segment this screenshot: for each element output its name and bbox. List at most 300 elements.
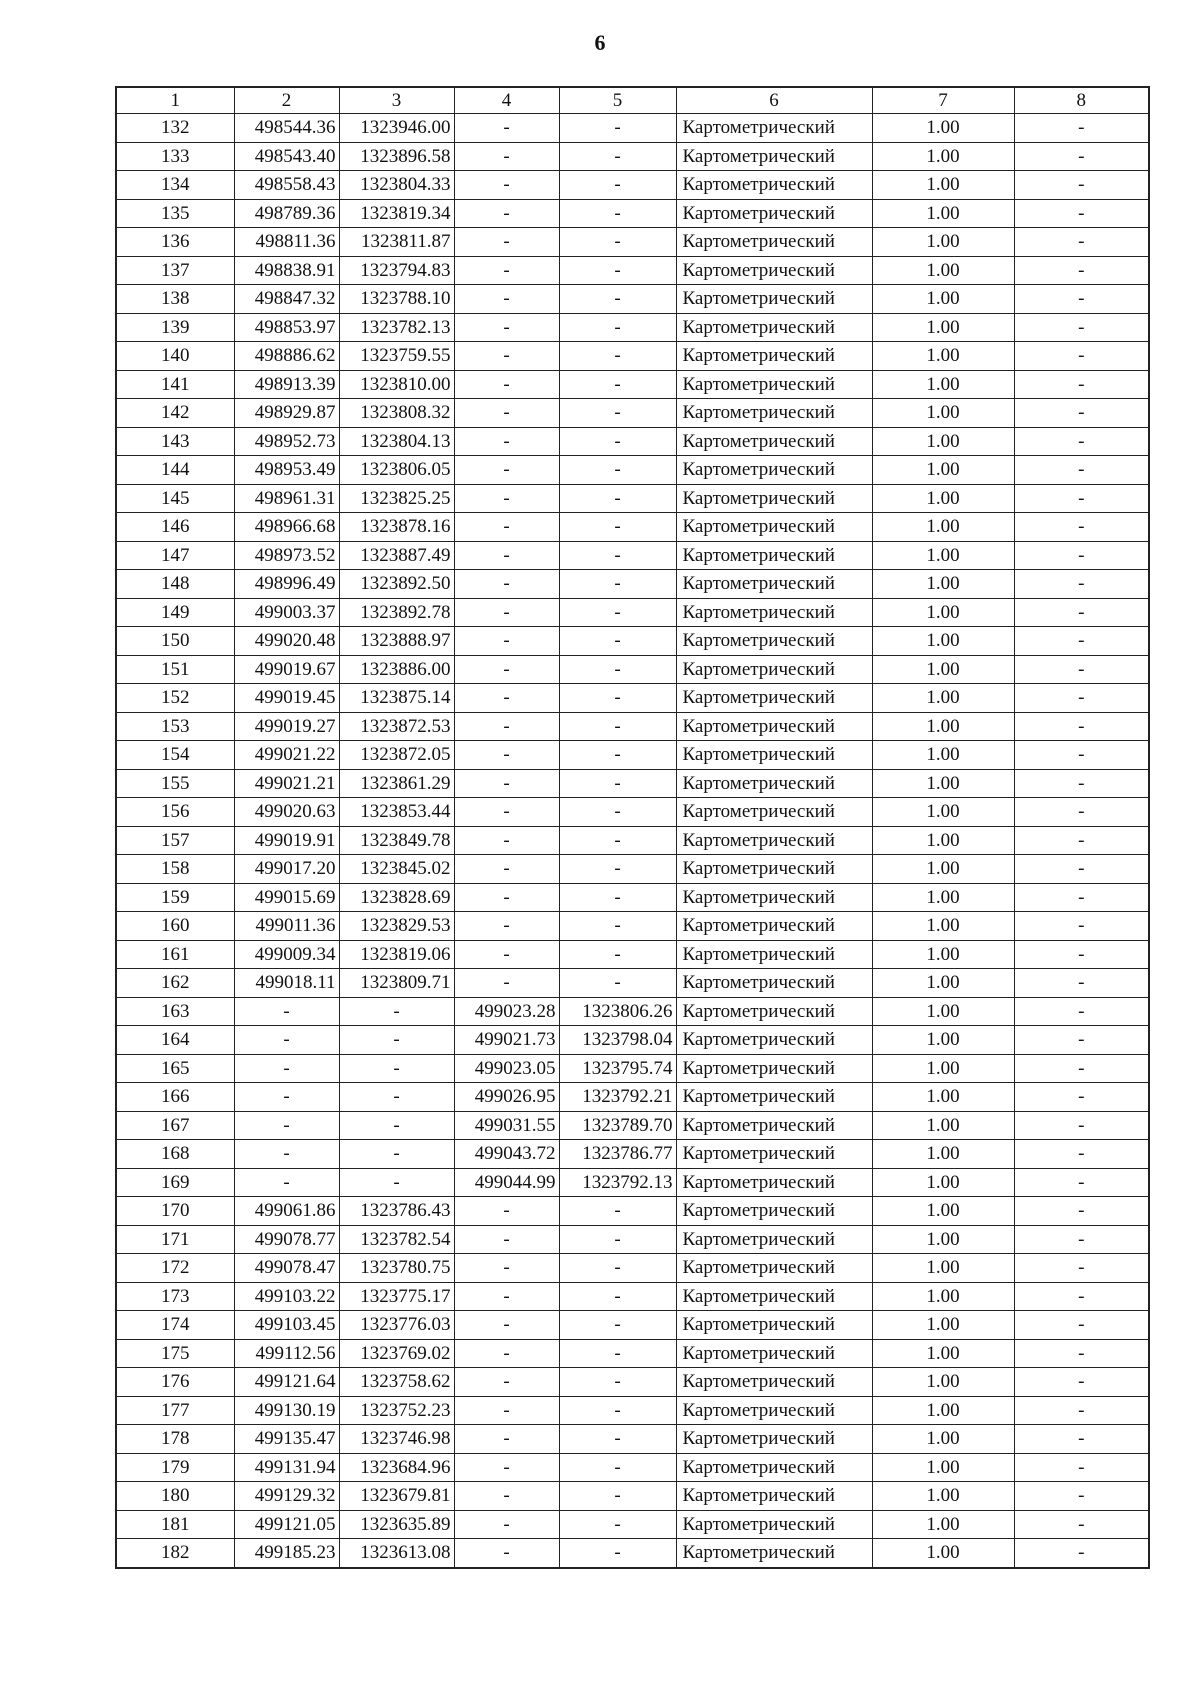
cell-note: - [1014, 1282, 1149, 1311]
cell-note: - [1014, 769, 1149, 798]
cell-y-coordinate: 1323861.29 [339, 769, 454, 798]
table-row [116, 798, 1149, 827]
cell-y-coordinate: 1323679.81 [339, 1482, 454, 1511]
cell-accuracy: 1.00 [872, 1510, 1014, 1539]
cell-accuracy: 1.00 [872, 940, 1014, 969]
cell-x-coordinate: 498811.36 [234, 228, 339, 257]
cell-x-coordinate-alt: - [454, 427, 559, 456]
cell-x-coordinate: 499185.23 [234, 1539, 339, 1568]
cell-method: Картометрический [676, 1311, 872, 1340]
cell-y-coordinate: 1323829.53 [339, 912, 454, 941]
cell-note: - [1014, 655, 1149, 684]
cell-method: Картометрический [676, 1339, 872, 1368]
table-row [116, 1311, 1149, 1340]
cell-method: Картометрический [676, 256, 872, 285]
column-header-6: 6 [676, 87, 872, 114]
cell-x-coordinate-alt: - [454, 142, 559, 171]
cell-x-coordinate-alt: - [454, 1396, 559, 1425]
cell-y-coordinate: 1323758.62 [339, 1368, 454, 1397]
cell-point-number: 140 [116, 342, 234, 371]
cell-method: Картометрический [676, 1197, 872, 1226]
cell-method: Картометрический [676, 399, 872, 428]
cell-y-coordinate: 1323888.97 [339, 627, 454, 656]
cell-note: - [1014, 456, 1149, 485]
cell-x-coordinate-alt: - [454, 1225, 559, 1254]
cell-x-coordinate-alt: 499023.28 [454, 997, 559, 1026]
cell-point-number: 149 [116, 598, 234, 627]
cell-y-coordinate: 1323808.32 [339, 399, 454, 428]
cell-x-coordinate: 498996.49 [234, 570, 339, 599]
cell-y-coordinate-alt: - [559, 1453, 676, 1482]
cell-accuracy: 1.00 [872, 142, 1014, 171]
table-row [116, 1026, 1149, 1055]
cell-x-coordinate-alt: - [454, 1453, 559, 1482]
cell-y-coordinate: 1323946.00 [339, 114, 454, 143]
table-header [116, 87, 1149, 114]
cell-point-number: 141 [116, 370, 234, 399]
cell-y-coordinate: 1323872.05 [339, 741, 454, 770]
cell-y-coordinate: - [339, 997, 454, 1026]
cell-x-coordinate: 499135.47 [234, 1425, 339, 1454]
cell-y-coordinate-alt: 1323789.70 [559, 1111, 676, 1140]
cell-y-coordinate: - [339, 1140, 454, 1169]
cell-method: Картометрический [676, 513, 872, 542]
cell-y-coordinate-alt: - [559, 1368, 676, 1397]
cell-y-coordinate-alt: - [559, 342, 676, 371]
table-row [116, 456, 1149, 485]
cell-y-coordinate: 1323819.34 [339, 199, 454, 228]
cell-y-coordinate-alt: - [559, 969, 676, 998]
cell-y-coordinate: 1323613.08 [339, 1539, 454, 1568]
cell-accuracy: 1.00 [872, 912, 1014, 941]
cell-note: - [1014, 427, 1149, 456]
cell-y-coordinate-alt: - [559, 769, 676, 798]
cell-y-coordinate-alt: 1323786.77 [559, 1140, 676, 1169]
cell-method: Картометрический [676, 1111, 872, 1140]
cell-x-coordinate: 499021.22 [234, 741, 339, 770]
cell-point-number: 142 [116, 399, 234, 428]
cell-x-coordinate: 499103.45 [234, 1311, 339, 1340]
cell-note: - [1014, 627, 1149, 656]
cell-y-coordinate-alt: - [559, 370, 676, 399]
cell-y-coordinate-alt: - [559, 541, 676, 570]
cell-note: - [1014, 969, 1149, 998]
table-row [116, 1140, 1149, 1169]
cell-note: - [1014, 256, 1149, 285]
cell-x-coordinate-alt: 499021.73 [454, 1026, 559, 1055]
cell-accuracy: 1.00 [872, 484, 1014, 513]
cell-x-coordinate: 498789.36 [234, 199, 339, 228]
cell-point-number: 132 [116, 114, 234, 143]
cell-x-coordinate: - [234, 1026, 339, 1055]
cell-x-coordinate-alt: - [454, 456, 559, 485]
cell-method: Картометрический [676, 114, 872, 143]
cell-y-coordinate: 1323752.23 [339, 1396, 454, 1425]
cell-y-coordinate: 1323810.00 [339, 370, 454, 399]
cell-point-number: 158 [116, 855, 234, 884]
cell-point-number: 151 [116, 655, 234, 684]
cell-y-coordinate: 1323788.10 [339, 285, 454, 314]
cell-method: Картометрический [676, 741, 872, 770]
cell-y-coordinate-alt: - [559, 228, 676, 257]
cell-accuracy: 1.00 [872, 1083, 1014, 1112]
cell-note: - [1014, 313, 1149, 342]
cell-accuracy: 1.00 [872, 712, 1014, 741]
cell-note: - [1014, 826, 1149, 855]
cell-y-coordinate: 1323853.44 [339, 798, 454, 827]
cell-accuracy: 1.00 [872, 1254, 1014, 1283]
cell-y-coordinate: 1323786.43 [339, 1197, 454, 1226]
cell-note: - [1014, 997, 1149, 1026]
cell-method: Картометрический [676, 769, 872, 798]
cell-y-coordinate: 1323780.75 [339, 1254, 454, 1283]
column-header-8: 8 [1014, 87, 1149, 114]
cell-x-coordinate: 498543.40 [234, 142, 339, 171]
cell-y-coordinate: 1323819.06 [339, 940, 454, 969]
cell-note: - [1014, 1396, 1149, 1425]
cell-note: - [1014, 798, 1149, 827]
cell-accuracy: 1.00 [872, 370, 1014, 399]
cell-accuracy: 1.00 [872, 769, 1014, 798]
table-row [116, 1054, 1149, 1083]
cell-x-coordinate-alt: - [454, 1197, 559, 1226]
cell-point-number: 173 [116, 1282, 234, 1311]
cell-x-coordinate: 498847.32 [234, 285, 339, 314]
cell-point-number: 138 [116, 285, 234, 314]
cell-method: Картометрический [676, 370, 872, 399]
cell-x-coordinate-alt: - [454, 1539, 559, 1568]
table-row [116, 712, 1149, 741]
cell-point-number: 175 [116, 1339, 234, 1368]
cell-method: Картометрический [676, 1482, 872, 1511]
cell-x-coordinate: 499061.86 [234, 1197, 339, 1226]
coordinates-table [115, 86, 1150, 1569]
cell-x-coordinate-alt: - [454, 171, 559, 200]
cell-accuracy: 1.00 [872, 684, 1014, 713]
cell-accuracy: 1.00 [872, 114, 1014, 143]
cell-x-coordinate: 499021.21 [234, 769, 339, 798]
cell-x-coordinate-alt: - [454, 940, 559, 969]
cell-point-number: 147 [116, 541, 234, 570]
cell-y-coordinate: 1323849.78 [339, 826, 454, 855]
table-row [116, 741, 1149, 770]
cell-method: Картометрический [676, 883, 872, 912]
cell-x-coordinate: 499020.63 [234, 798, 339, 827]
cell-y-coordinate: 1323806.05 [339, 456, 454, 485]
cell-x-coordinate-alt: 499026.95 [454, 1083, 559, 1112]
cell-x-coordinate-alt: - [454, 855, 559, 884]
table-row [116, 484, 1149, 513]
cell-x-coordinate: - [234, 1054, 339, 1083]
cell-note: - [1014, 1168, 1149, 1197]
cell-method: Картометрический [676, 969, 872, 998]
cell-point-number: 143 [116, 427, 234, 456]
cell-note: - [1014, 228, 1149, 257]
column-header-7: 7 [872, 87, 1014, 114]
table-row [116, 826, 1149, 855]
cell-point-number: 167 [116, 1111, 234, 1140]
cell-method: Картометрический [676, 427, 872, 456]
table-row [116, 969, 1149, 998]
table-row [116, 427, 1149, 456]
cell-y-coordinate-alt: - [559, 855, 676, 884]
cell-method: Картометрический [676, 1396, 872, 1425]
cell-accuracy: 1.00 [872, 969, 1014, 998]
cell-method: Картометрический [676, 997, 872, 1026]
cell-x-coordinate: 499121.64 [234, 1368, 339, 1397]
cell-note: - [1014, 342, 1149, 371]
cell-x-coordinate-alt: - [454, 228, 559, 257]
cell-y-coordinate: 1323811.87 [339, 228, 454, 257]
cell-point-number: 163 [116, 997, 234, 1026]
cell-x-coordinate-alt: - [454, 513, 559, 542]
cell-x-coordinate-alt: - [454, 627, 559, 656]
cell-y-coordinate-alt: - [559, 1510, 676, 1539]
cell-y-coordinate: - [339, 1026, 454, 1055]
cell-method: Картометрический [676, 285, 872, 314]
cell-y-coordinate-alt: - [559, 1225, 676, 1254]
cell-y-coordinate-alt: - [559, 399, 676, 428]
cell-y-coordinate-alt: - [559, 142, 676, 171]
cell-x-coordinate-alt: - [454, 114, 559, 143]
cell-x-coordinate-alt: - [454, 1339, 559, 1368]
cell-x-coordinate: 499019.27 [234, 712, 339, 741]
cell-x-coordinate-alt: - [454, 342, 559, 371]
cell-point-number: 137 [116, 256, 234, 285]
table-row [116, 1539, 1149, 1568]
cell-note: - [1014, 1083, 1149, 1112]
cell-accuracy: 1.00 [872, 256, 1014, 285]
table-row [116, 1396, 1149, 1425]
table-row [116, 883, 1149, 912]
cell-method: Картометрический [676, 484, 872, 513]
cell-method: Картометрический [676, 798, 872, 827]
cell-y-coordinate-alt: - [559, 1197, 676, 1226]
cell-y-coordinate-alt: - [559, 1396, 676, 1425]
cell-method: Картометрический [676, 1225, 872, 1254]
table-row [116, 228, 1149, 257]
cell-x-coordinate: 499121.05 [234, 1510, 339, 1539]
cell-x-coordinate: 499112.56 [234, 1339, 339, 1368]
cell-point-number: 159 [116, 883, 234, 912]
cell-x-coordinate: 499019.67 [234, 655, 339, 684]
cell-x-coordinate: - [234, 1083, 339, 1112]
cell-method: Картометрический [676, 940, 872, 969]
cell-y-coordinate: 1323684.96 [339, 1453, 454, 1482]
cell-x-coordinate-alt: - [454, 370, 559, 399]
cell-accuracy: 1.00 [872, 427, 1014, 456]
cell-x-coordinate: 498544.36 [234, 114, 339, 143]
cell-note: - [1014, 741, 1149, 770]
cell-note: - [1014, 855, 1149, 884]
cell-point-number: 157 [116, 826, 234, 855]
cell-note: - [1014, 1111, 1149, 1140]
cell-accuracy: 1.00 [872, 1197, 1014, 1226]
cell-y-coordinate: 1323769.02 [339, 1339, 454, 1368]
cell-y-coordinate: 1323635.89 [339, 1510, 454, 1539]
cell-y-coordinate-alt: - [559, 285, 676, 314]
cell-y-coordinate: - [339, 1111, 454, 1140]
cell-x-coordinate-alt: - [454, 712, 559, 741]
cell-y-coordinate-alt: - [559, 427, 676, 456]
cell-point-number: 144 [116, 456, 234, 485]
table-row [116, 912, 1149, 941]
cell-point-number: 134 [116, 171, 234, 200]
cell-x-coordinate: 499018.11 [234, 969, 339, 998]
cell-y-coordinate: 1323886.00 [339, 655, 454, 684]
cell-point-number: 169 [116, 1168, 234, 1197]
table-row [116, 541, 1149, 570]
cell-accuracy: 1.00 [872, 1225, 1014, 1254]
table-row [116, 1368, 1149, 1397]
cell-accuracy: 1.00 [872, 513, 1014, 542]
cell-y-coordinate-alt: 1323798.04 [559, 1026, 676, 1055]
cell-accuracy: 1.00 [872, 1054, 1014, 1083]
cell-y-coordinate-alt: - [559, 627, 676, 656]
table-row [116, 1111, 1149, 1140]
cell-accuracy: 1.00 [872, 798, 1014, 827]
cell-point-number: 150 [116, 627, 234, 656]
header-row [116, 87, 1149, 114]
table-row [116, 855, 1149, 884]
cell-note: - [1014, 199, 1149, 228]
page-number: 6 [594, 30, 606, 55]
cell-x-coordinate-alt: - [454, 1254, 559, 1283]
cell-method: Картометрический [676, 1368, 872, 1397]
cell-note: - [1014, 1197, 1149, 1226]
cell-y-coordinate: 1323782.54 [339, 1225, 454, 1254]
table-row [116, 285, 1149, 314]
cell-accuracy: 1.00 [872, 228, 1014, 257]
cell-y-coordinate-alt: - [559, 940, 676, 969]
cell-method: Картометрический [676, 171, 872, 200]
cell-note: - [1014, 940, 1149, 969]
cell-point-number: 161 [116, 940, 234, 969]
cell-note: - [1014, 285, 1149, 314]
cell-note: - [1014, 1054, 1149, 1083]
cell-y-coordinate: 1323759.55 [339, 342, 454, 371]
cell-note: - [1014, 541, 1149, 570]
cell-point-number: 160 [116, 912, 234, 941]
cell-x-coordinate-alt: 499043.72 [454, 1140, 559, 1169]
cell-y-coordinate-alt: - [559, 313, 676, 342]
cell-x-coordinate: 498913.39 [234, 370, 339, 399]
cell-point-number: 162 [116, 969, 234, 998]
cell-point-number: 179 [116, 1453, 234, 1482]
cell-y-coordinate: 1323878.16 [339, 513, 454, 542]
table-row [116, 313, 1149, 342]
cell-method: Картометрический [676, 342, 872, 371]
cell-accuracy: 1.00 [872, 342, 1014, 371]
cell-point-number: 174 [116, 1311, 234, 1340]
cell-method: Картометрический [676, 1140, 872, 1169]
cell-method: Картометрический [676, 1453, 872, 1482]
cell-y-coordinate-alt: - [559, 484, 676, 513]
table-body [116, 114, 1149, 1568]
table-row [116, 1083, 1149, 1112]
cell-y-coordinate-alt: - [559, 570, 676, 599]
cell-y-coordinate-alt: - [559, 826, 676, 855]
cell-x-coordinate: 499130.19 [234, 1396, 339, 1425]
cell-x-coordinate: 499019.91 [234, 826, 339, 855]
cell-x-coordinate: 498973.52 [234, 541, 339, 570]
cell-method: Картометрический [676, 684, 872, 713]
cell-x-coordinate-alt: - [454, 684, 559, 713]
cell-accuracy: 1.00 [872, 541, 1014, 570]
cell-y-coordinate: 1323794.83 [339, 256, 454, 285]
cell-note: - [1014, 484, 1149, 513]
cell-note: - [1014, 598, 1149, 627]
cell-x-coordinate-alt: - [454, 541, 559, 570]
cell-point-number: 176 [116, 1368, 234, 1397]
cell-accuracy: 1.00 [872, 456, 1014, 485]
cell-point-number: 145 [116, 484, 234, 513]
cell-x-coordinate: 498966.68 [234, 513, 339, 542]
cell-point-number: 180 [116, 1482, 234, 1511]
cell-note: - [1014, 1339, 1149, 1368]
cell-accuracy: 1.00 [872, 1311, 1014, 1340]
cell-x-coordinate: - [234, 1140, 339, 1169]
cell-accuracy: 1.00 [872, 1482, 1014, 1511]
table-row [116, 655, 1149, 684]
cell-y-coordinate-alt: - [559, 798, 676, 827]
table-row [116, 1168, 1149, 1197]
cell-x-coordinate-alt: - [454, 655, 559, 684]
cell-accuracy: 1.00 [872, 399, 1014, 428]
table-row [116, 940, 1149, 969]
table-row [116, 342, 1149, 371]
cell-point-number: 152 [116, 684, 234, 713]
cell-point-number: 181 [116, 1510, 234, 1539]
table-row [116, 114, 1149, 143]
table-row [116, 1425, 1149, 1454]
cell-y-coordinate-alt: - [559, 1482, 676, 1511]
column-header-4: 4 [454, 87, 559, 114]
cell-y-coordinate-alt: - [559, 114, 676, 143]
cell-y-coordinate: 1323775.17 [339, 1282, 454, 1311]
table-row [116, 171, 1149, 200]
cell-y-coordinate: - [339, 1054, 454, 1083]
cell-method: Картометрический [676, 655, 872, 684]
table-row [116, 684, 1149, 713]
cell-x-coordinate-alt: - [454, 741, 559, 770]
cell-method: Картометрический [676, 855, 872, 884]
cell-y-coordinate: 1323892.50 [339, 570, 454, 599]
cell-point-number: 146 [116, 513, 234, 542]
cell-method: Картометрический [676, 456, 872, 485]
cell-accuracy: 1.00 [872, 1140, 1014, 1169]
cell-method: Картометрический [676, 712, 872, 741]
table-row [116, 1453, 1149, 1482]
cell-x-coordinate: 499019.45 [234, 684, 339, 713]
cell-y-coordinate-alt: - [559, 1282, 676, 1311]
cell-y-coordinate-alt: - [559, 1339, 676, 1368]
table-row [116, 142, 1149, 171]
cell-method: Картометрический [676, 1425, 872, 1454]
cell-y-coordinate: 1323828.69 [339, 883, 454, 912]
cell-note: - [1014, 1482, 1149, 1511]
cell-x-coordinate-alt: - [454, 598, 559, 627]
cell-point-number: 135 [116, 199, 234, 228]
cell-note: - [1014, 883, 1149, 912]
cell-point-number: 168 [116, 1140, 234, 1169]
cell-note: - [1014, 142, 1149, 171]
cell-method: Картометрический [676, 199, 872, 228]
cell-x-coordinate-alt: 499031.55 [454, 1111, 559, 1140]
cell-y-coordinate-alt: - [559, 912, 676, 941]
cell-note: - [1014, 513, 1149, 542]
table-row [116, 370, 1149, 399]
